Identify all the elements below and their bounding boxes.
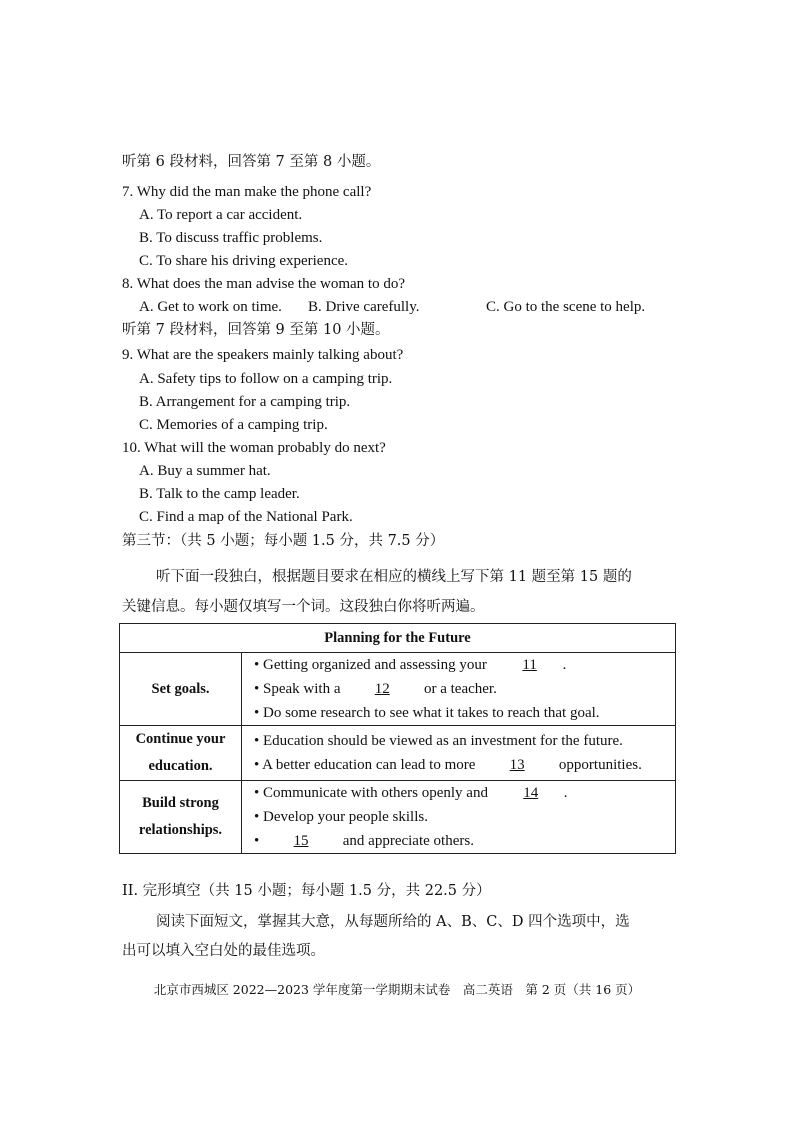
bullet-communicate: • Communicate with others openly and 14 . (254, 781, 675, 805)
table-title: Planning for the Future (120, 624, 676, 653)
blank-13: 13 (509, 757, 525, 773)
q8-option-b: B. Drive carefully. (308, 299, 420, 315)
row-content-education (242, 726, 676, 781)
row-label-relationships: Build strong relationships. (120, 781, 242, 854)
part2-heading: II. 完形填空（共 15 小题；每小题 1.5 分，共 22.5 分） (122, 883, 491, 899)
bullet-appreciate: • 15 and appreciate others. (254, 829, 675, 853)
blank-15: 15 (293, 833, 309, 849)
bullet-assess: • Getting organized and assessing your 11 . (254, 653, 675, 677)
q8-stem: 8. What does the man advise the woman to do? (122, 276, 405, 292)
part3-instruction-line1: 听下面一段独白，根据题目要求在相应的横线上写下第 11 题至第 15 题的 (156, 569, 632, 585)
q9-stem: 9. What are the speakers mainly talking about? (122, 347, 404, 363)
bullet-people-skills: • Develop your people skills. (254, 809, 428, 825)
part3-heading: 第三节：（共 5 小题；每小题 1.5 分，共 7.5 分） (122, 533, 445, 549)
q9-option-b: B. Arrangement for a camping trip. (139, 394, 351, 410)
planning-table (119, 623, 676, 854)
q7-stem: 7. Why did the man make the phone call? (122, 184, 372, 200)
q10-option-b: B. Talk to the camp leader. (139, 486, 300, 502)
section-listen-7: 听第 7 段材料，回答第 9 至第 10 小题。 (122, 322, 390, 338)
part2-instruction-line1: 阅读下面短文，掌握其大意，从每题所给的 A、B、C、D 四个选项中，选 (156, 914, 630, 930)
q10-option-a: A. Buy a summer hat. (139, 463, 271, 479)
q7-option-b: B. To discuss traffic problems. (139, 230, 323, 246)
page-footer: 北京市西城区 2022—2023 学年度第一学期期末试卷 高二英语 第 2 页（共 16 页） (153, 982, 641, 997)
table-row-education (120, 726, 676, 781)
q7-option-a: A. To report a car accident. (139, 207, 303, 223)
blank-11: 11 (522, 657, 537, 673)
table-row-set-goals (120, 653, 676, 726)
row-content-relationships (242, 781, 676, 854)
bullet-speak: • Speak with a 12 or a teacher. (254, 677, 675, 701)
q7-option-c: C. To share his driving experience. (139, 253, 349, 269)
q8-option-a: A. Get to work on time. (139, 299, 282, 315)
q10-option-c: C. Find a map of the National Park. (139, 509, 353, 525)
row-label-education: Continue your education. (120, 726, 242, 781)
part3-instruction-line2: 关键信息。每小题仅填写一个词。这段独白你将听两遍。 (122, 599, 485, 615)
row-content-set-goals (242, 653, 676, 726)
bullet-investment: • Education should be viewed as an investment for the future. (254, 733, 623, 749)
part2-instruction-line2: 出可以填入空白处的最佳选项。 (122, 943, 325, 959)
row-label-set-goals: Set goals. (120, 653, 242, 726)
blank-12: 12 (374, 681, 390, 697)
q9-option-a: A. Safety tips to follow on a camping trip. (139, 371, 393, 387)
q9-option-c: C. Memories of a camping trip. (139, 417, 328, 433)
section-listen-6: 听第 6 段材料，回答第 7 至第 8 小题。 (122, 154, 381, 170)
bullet-research: • Do some research to see what it takes to reach that goal. (254, 705, 600, 721)
q8-option-c: C. Go to the scene to help. (486, 299, 646, 315)
table-row-relationships (120, 781, 676, 854)
bullet-opportunities: • A better education can lead to more 13 opportunities. (254, 753, 675, 777)
q10-stem: 10. What will the woman probably do next? (122, 440, 386, 456)
blank-14: 14 (523, 785, 539, 801)
